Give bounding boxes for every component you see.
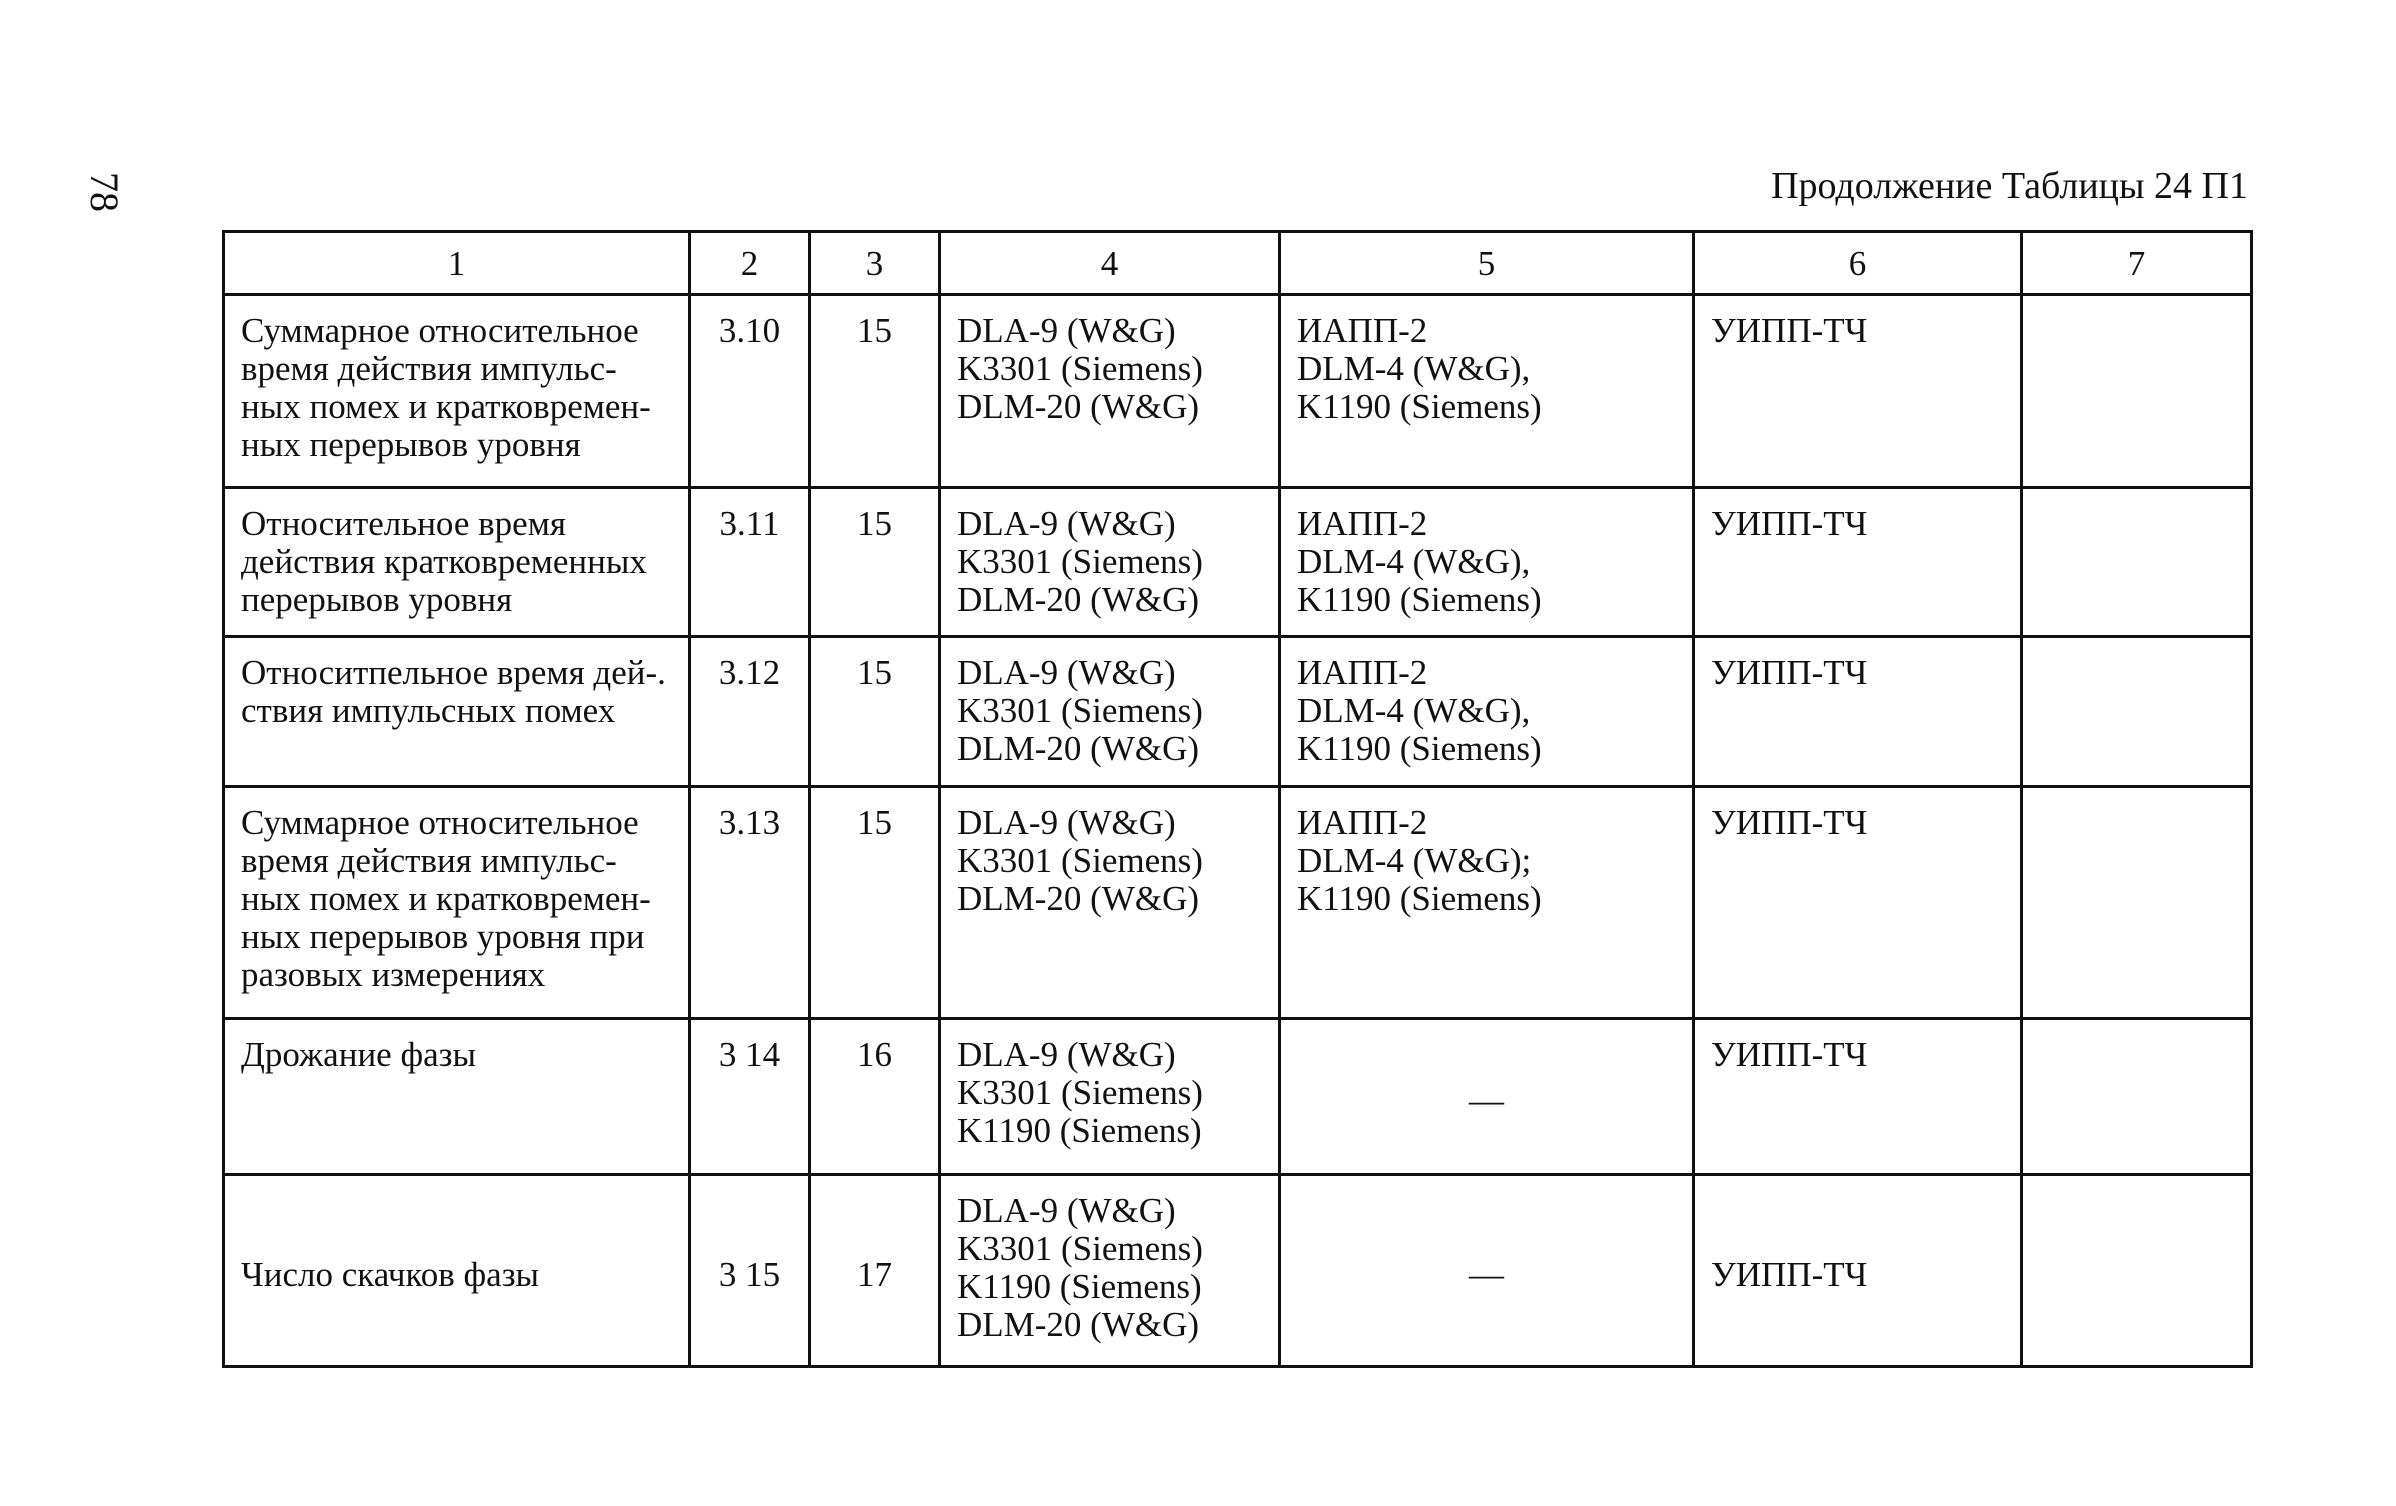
- instrument-line: K3301 (Siemens): [957, 542, 1203, 581]
- instrument-6-cell: УИПП-ТЧ: [1694, 488, 2022, 637]
- instrument-6-cell: УИПП-ТЧ: [1694, 295, 2022, 488]
- table-row: [224, 787, 2252, 1019]
- header-cell: 7: [2022, 232, 2252, 295]
- instrument-line: DLA-9 (W&G): [957, 311, 1176, 350]
- page-number: 78: [82, 172, 127, 212]
- col7-cell: [2022, 488, 2252, 637]
- instrument-line: DLM-20 (W&G): [957, 387, 1200, 426]
- instrument-line: DLA-9 (W&G): [957, 1035, 1176, 1074]
- section-cell: 3.12: [690, 637, 810, 787]
- dash-cell: —: [1280, 1175, 1694, 1367]
- instrument-line: DLM-20 (W&G): [957, 879, 1200, 918]
- section-cell: 3.13: [690, 787, 810, 1019]
- instrument-line: ИАПП-2: [1297, 803, 1428, 842]
- header-cell: 5: [1280, 232, 1694, 295]
- instrument-line: K3301 (Siemens): [957, 1073, 1203, 1112]
- instruments-4-cell: [940, 1019, 1280, 1175]
- instruments-5-cell: [1280, 637, 1694, 787]
- header-row: [224, 232, 2252, 295]
- col7-cell: [2022, 637, 2252, 787]
- number-cell: 15: [810, 787, 940, 1019]
- section-cell: 3 14: [690, 1019, 810, 1175]
- header-cell: 3: [810, 232, 940, 295]
- section-cell: 3 15: [690, 1175, 810, 1367]
- number-cell: 15: [810, 488, 940, 637]
- instrument-line: ИАПП-2: [1297, 653, 1428, 692]
- parameter-cell: [224, 787, 690, 1019]
- parameter-text: Суммарное относительное время действия импульс- ных помех и кратковремен- ных перерывов уровня: [241, 311, 651, 464]
- instruments-5-cell: [1280, 488, 1694, 637]
- header-cell: 2: [690, 232, 810, 295]
- table-row: [224, 488, 2252, 637]
- instrument-line: DLM-4 (W&G),: [1297, 349, 1531, 388]
- measurement-instruments-table: [222, 230, 2253, 1368]
- number-cell: 17: [810, 1175, 940, 1367]
- parameter-text: Дрожание фазы: [241, 1035, 477, 1074]
- table-caption: Продолжение Таблицы 24 П1: [1771, 165, 2248, 207]
- instrument-line: K1190 (Siemens): [957, 1267, 1202, 1306]
- parameter-text: Относитпельное время дей-. ствия импульсных помех: [241, 653, 666, 730]
- instrument-line: DLA-9 (W&G): [957, 653, 1176, 692]
- col7-cell: [2022, 787, 2252, 1019]
- instrument-6-cell: УИПП-ТЧ: [1694, 1175, 2022, 1367]
- number-cell: 16: [810, 1019, 940, 1175]
- instrument-line: DLM-4 (W&G);: [1297, 841, 1532, 880]
- instrument-6-cell: УИПП-ТЧ: [1694, 637, 2022, 787]
- instrument-line: DLA-9 (W&G): [957, 504, 1176, 543]
- table-row: [224, 1019, 2252, 1175]
- instrument-6-cell: УИПП-ТЧ: [1694, 787, 2022, 1019]
- instruments-5-cell: [1280, 787, 1694, 1019]
- header-cell: 1: [224, 232, 690, 295]
- header-cell: 6: [1694, 232, 2022, 295]
- instrument-line: ИАПП-2: [1297, 504, 1428, 543]
- number-cell: 15: [810, 637, 940, 787]
- parameter-text: Суммарное относительное время действия импульс- ных помех и кратковремен- ных перерывов уровня при разовых измерениях: [241, 803, 651, 994]
- header-cell: 4: [940, 232, 1280, 295]
- instruments-4-cell: [940, 1175, 1280, 1367]
- instrument-line: K1190 (Siemens): [1297, 387, 1542, 426]
- instrument-line: K1190 (Siemens): [1297, 879, 1542, 918]
- instruments-4-cell: [940, 488, 1280, 637]
- instrument-line: DLM-20 (W&G): [957, 580, 1200, 619]
- parameter-text: Относительное время действия кратковременных перерывов уровня: [241, 504, 647, 619]
- instrument-line: K1190 (Siemens): [1297, 729, 1542, 768]
- parameter-cell: [224, 488, 690, 637]
- parameter-text: Число скачков фазы: [241, 1254, 540, 1294]
- table-row: [224, 637, 2252, 787]
- section-cell: 3.10: [690, 295, 810, 488]
- instrument-6-cell: УИПП-ТЧ: [1694, 1019, 2022, 1175]
- instrument-line: K3301 (Siemens): [957, 691, 1203, 730]
- col7-cell: [2022, 1019, 2252, 1175]
- table-row: [224, 1175, 2252, 1367]
- col7-cell: [2022, 295, 2252, 488]
- instrument-line: K3301 (Siemens): [957, 349, 1203, 388]
- parameter-cell: [224, 1019, 690, 1175]
- parameter-cell: [224, 295, 690, 488]
- instrument-line: DLM-20 (W&G): [957, 1305, 1200, 1344]
- instrument-line: DLM-4 (W&G),: [1297, 542, 1531, 581]
- instrument-line: DLA-9 (W&G): [957, 803, 1176, 842]
- instrument-line: DLM-20 (W&G): [957, 729, 1200, 768]
- instrument-line: K3301 (Siemens): [957, 1229, 1203, 1268]
- instruments-5-cell: [1280, 295, 1694, 488]
- instrument-line: DLM-4 (W&G),: [1297, 691, 1531, 730]
- instrument-line: DLA-9 (W&G): [957, 1191, 1176, 1230]
- parameter-cell: [224, 637, 690, 787]
- dash-cell: —: [1280, 1019, 1694, 1175]
- instrument-line: K1190 (Siemens): [957, 1111, 1202, 1150]
- parameter-cell: [224, 1175, 690, 1367]
- col7-cell: [2022, 1175, 2252, 1367]
- instrument-line: K1190 (Siemens): [1297, 580, 1542, 619]
- instruments-4-cell: [940, 295, 1280, 488]
- instrument-line: ИАПП-2: [1297, 311, 1428, 350]
- number-cell: 15: [810, 295, 940, 488]
- instruments-4-cell: [940, 637, 1280, 787]
- instrument-line: K3301 (Siemens): [957, 841, 1203, 880]
- section-cell: 3.11: [690, 488, 810, 637]
- table-row: [224, 295, 2252, 488]
- instruments-4-cell: [940, 787, 1280, 1019]
